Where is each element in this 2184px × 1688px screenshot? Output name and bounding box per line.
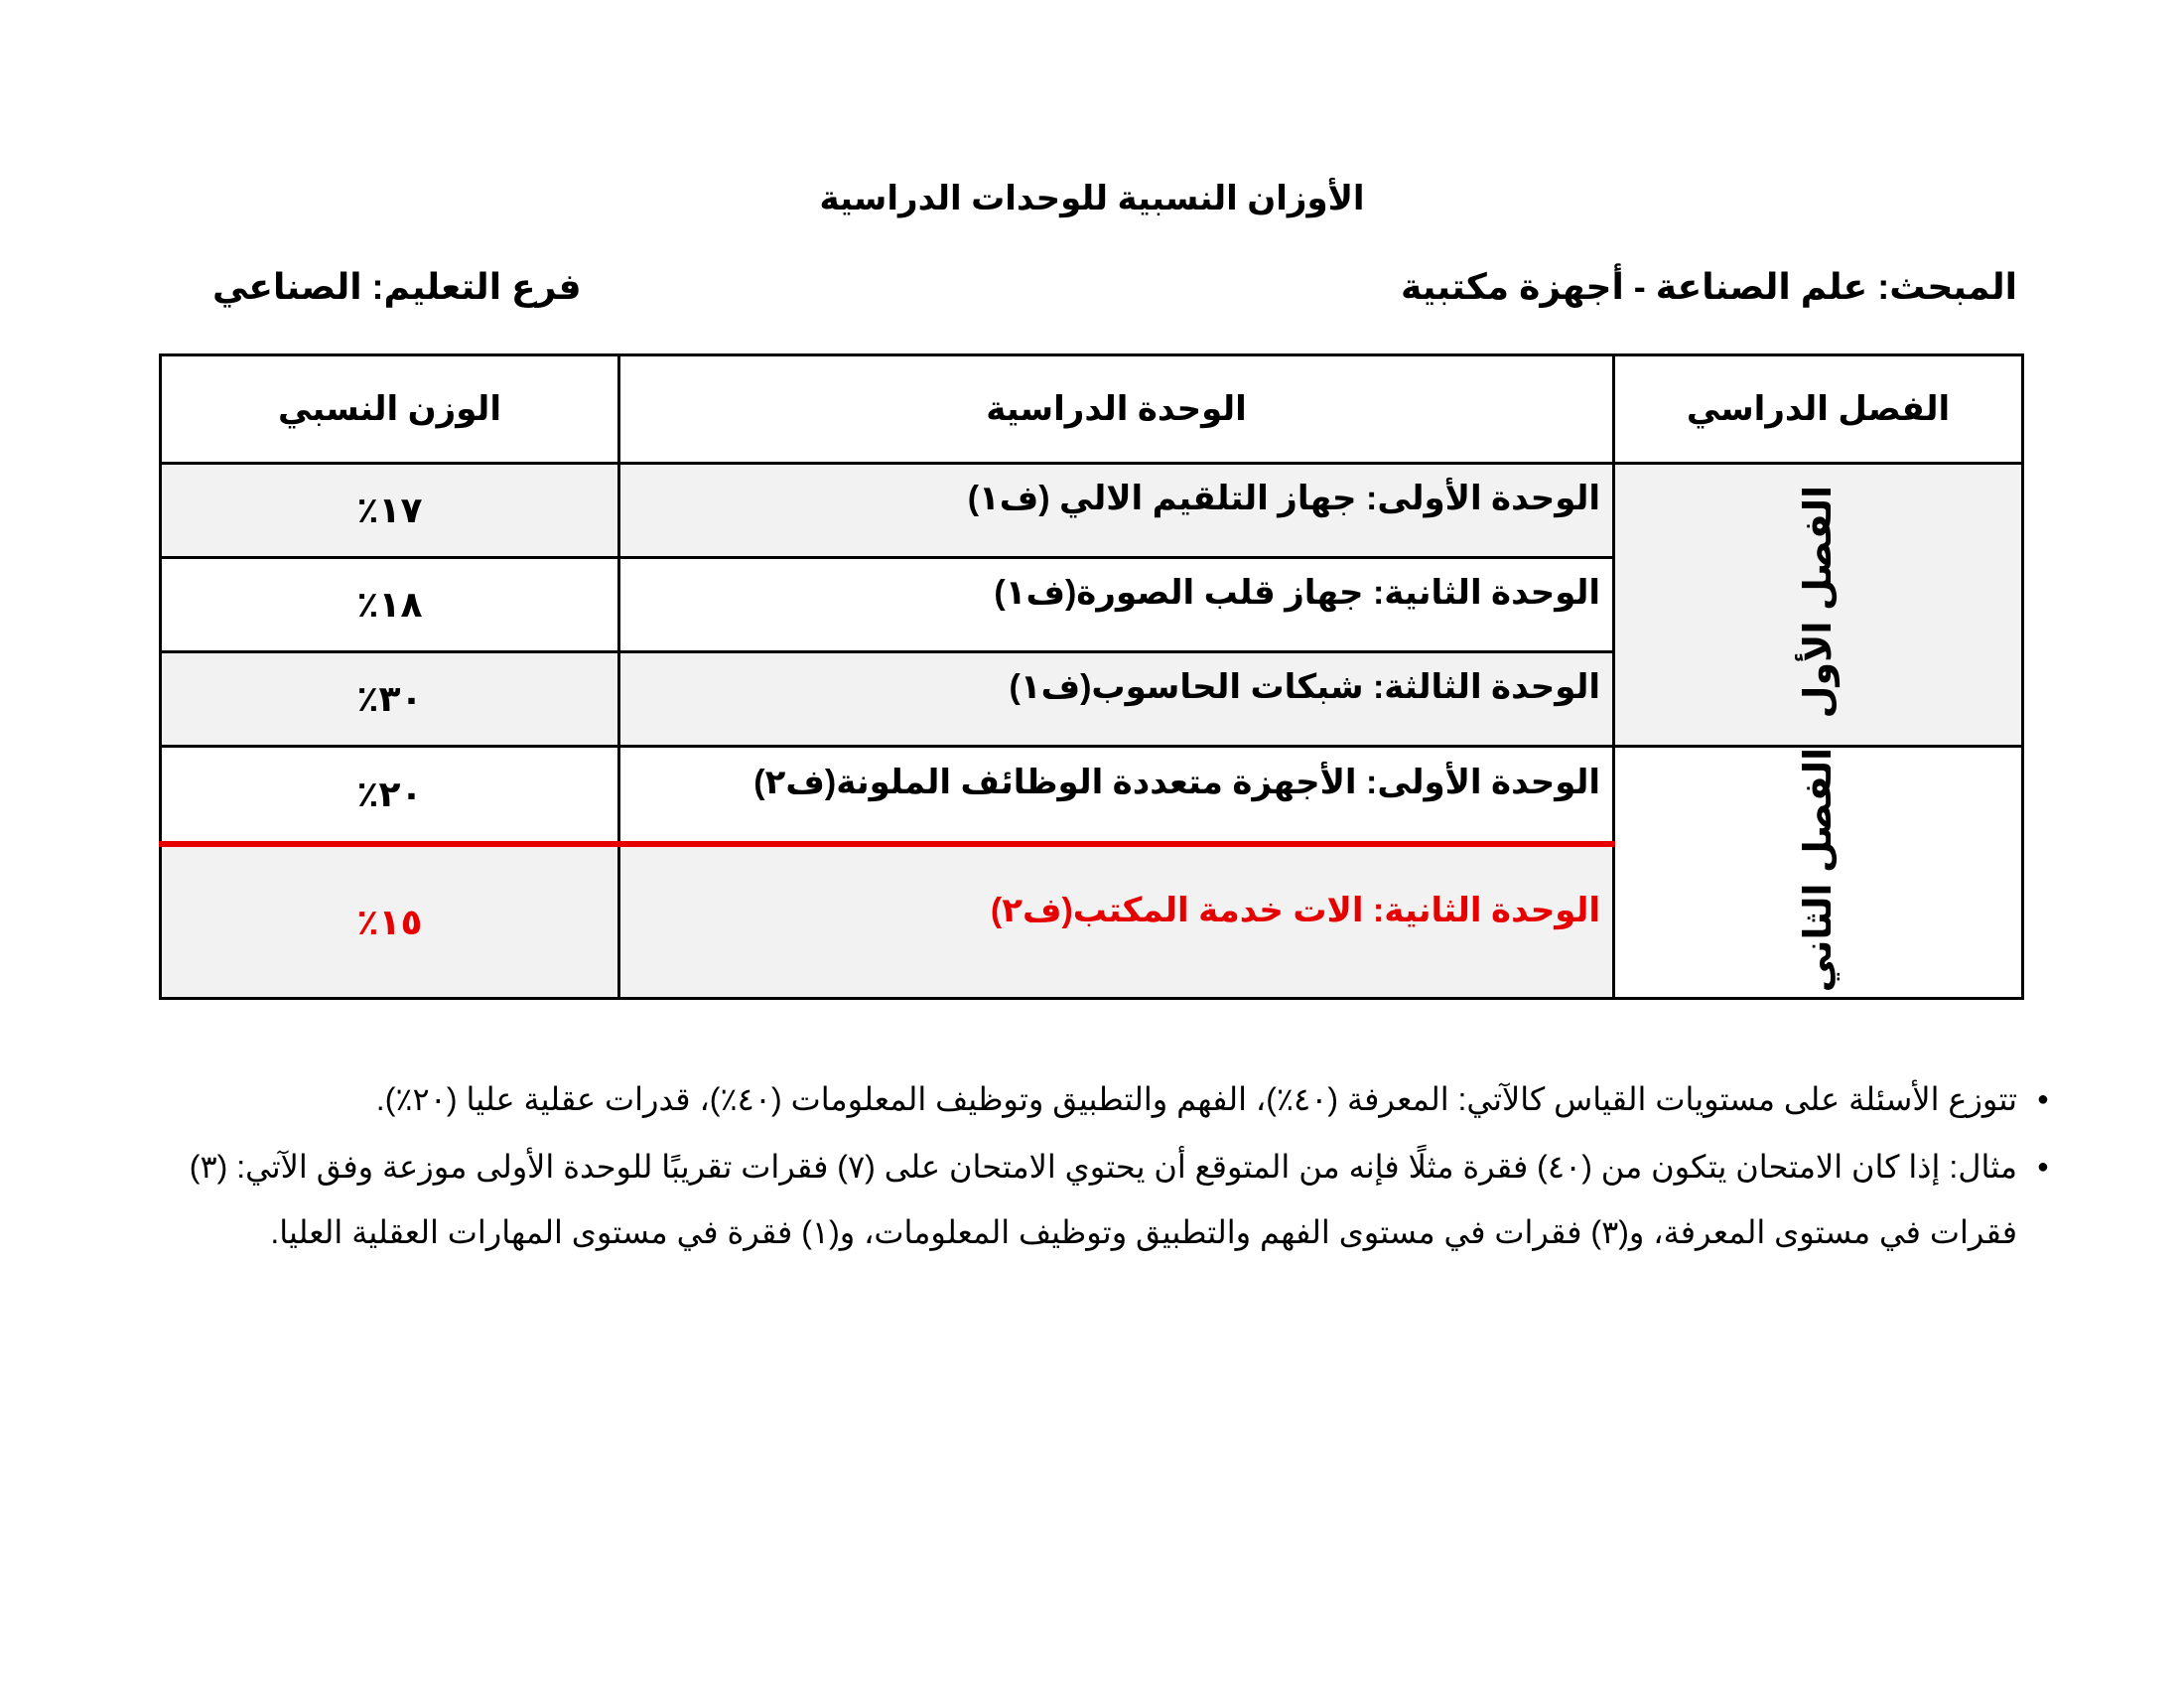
table-row: [161, 747, 2023, 845]
semester-label-second: الفصل الثاني: [1797, 748, 1840, 993]
table-row: [161, 464, 2023, 558]
semester-cell-first: [1614, 464, 2023, 747]
unit-cell: الوحدة الثانية: جهاز قلب الصورة(ف١): [619, 558, 1614, 652]
weight-cell: ١٧٪: [161, 464, 619, 558]
note-item: ● تتوزع الأسئلة على مستويات القياس كالآتي: المعرفة (٤٠٪)، الفهم والتطبيق وتوظيف المعلومات (٤٠٪)، قدرات عقلية عليا (٢٠٪).: [101, 1068, 2017, 1130]
subject-label: المبحث: علم الصناعة - أجهزة مكتبية: [1400, 266, 2017, 307]
note-item: ● مثال: إذا كان الامتحان يتكون من (٤٠) فقرة مثلًا فإنه من المتوقع أن يحتوي الامتحان على (٧) فقرات تقريبًا للوحدة الأولى موزعة وفق الآتي: (٣) فقرات في مستوى المعرفة، و(٣) فقرات في مستوى الفهم والتطبيق وتوظيف المعلومات، و(١) فقرة في مستوى المهارات العقلية العليا.: [101, 1134, 2017, 1265]
header-semester: الفصل الدراسي: [1614, 355, 2023, 464]
weight-cell-highlighted: ١٥٪: [161, 844, 619, 999]
branch-label: فرع التعليم: الصناعي: [212, 266, 582, 307]
semester-cell-second: [1614, 747, 2023, 999]
weight-cell: ١٨٪: [161, 558, 619, 652]
header-weight: الوزن النسبي: [161, 355, 619, 464]
unit-cell: الوحدة الثالثة: شبكات الحاسوب(ف١): [619, 652, 1614, 747]
table-header-row: [161, 355, 2023, 464]
unit-cell-highlighted: الوحدة الثانية: الات خدمة المكتب(ف٢): [619, 844, 1614, 999]
page-title: الأوزان النسبية للوحدات الدراسية: [819, 180, 1365, 217]
unit-cell: الوحدة الأولى: الأجهزة متعددة الوظائف الملونة(ف٢): [619, 747, 1614, 845]
weight-cell: ٣٠٪: [161, 652, 619, 747]
unit-cell: الوحدة الأولى: جهاز التلقيم الالي (ف١): [619, 464, 1614, 558]
notes-list: [101, 1068, 2017, 1265]
weights-table: [159, 353, 2024, 1000]
weight-cell: ٢٠٪: [161, 747, 619, 845]
document-meta: [0, 266, 2184, 316]
header-unit: الوحدة الدراسية: [619, 355, 1614, 464]
semester-label-first: الفصل الأول: [1797, 486, 1840, 719]
